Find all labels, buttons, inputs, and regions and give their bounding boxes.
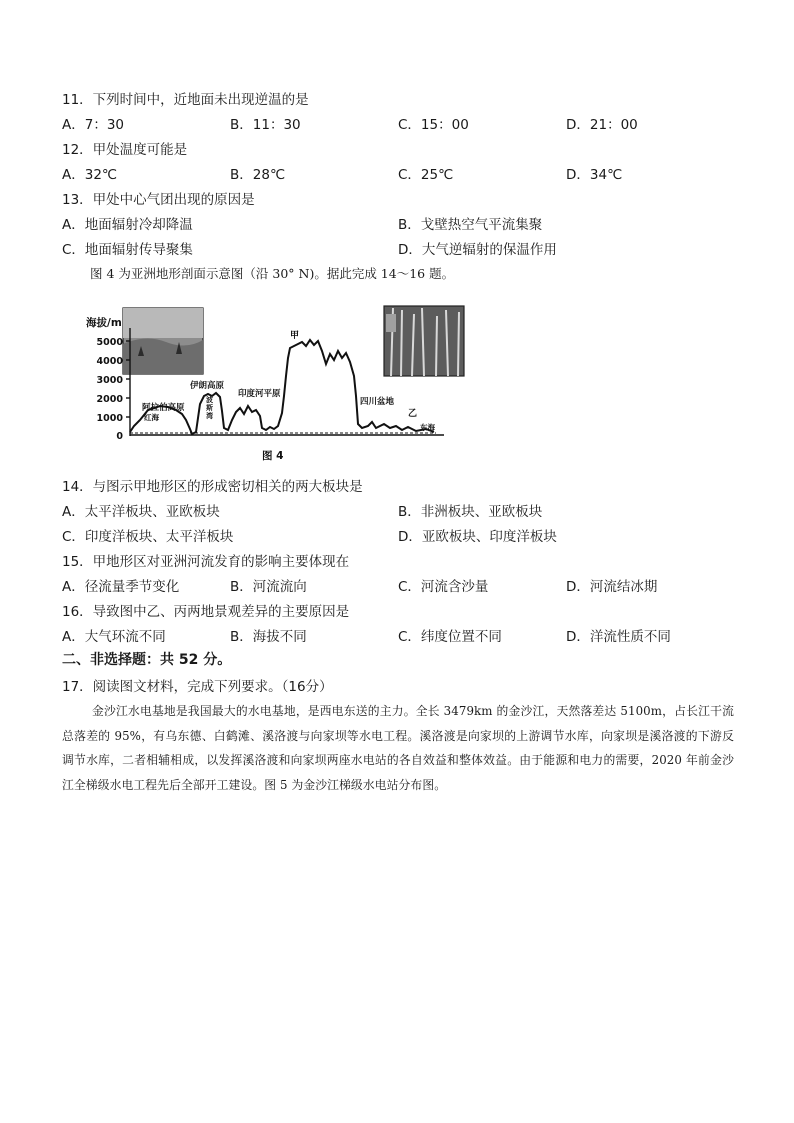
label-persian-gulf-1: 波 xyxy=(206,396,213,404)
y-tick-1000: 1000 xyxy=(96,413,123,424)
y-tick-3000: 3000 xyxy=(96,375,123,386)
q17-stem: 17．阅读图文材料，完成下列要求。（16分） xyxy=(62,679,333,695)
q13-option-c: C．地面辐射传导聚集 xyxy=(62,242,193,258)
label-yi: 乙 xyxy=(408,409,418,419)
label-indo-gangetic-plain: 印度河平原 xyxy=(238,389,281,399)
q16-option-d: D．洋流性质不同 xyxy=(566,629,671,645)
q12-option-b: B．28℃ xyxy=(230,167,286,183)
q17-material: 金沙江水电基地是我国最大的水电基地，是西电东送的主力。全长 3479km 的金沙江，天然落差达 5100m，占长江干流总落差的 95%，有乌东德、白鹤滩、溪洛渡与向家坝等水电工程。溪洛渡是向家坝的上游调节水库，向家坝是溪洛渡的下游反调节水库，二者相辅相成，以发挥溪洛渡和向家坝两座水电站的各自效益和整体效益。由于能源和电力的需要，2020 年前金沙江全梯级水电工程先后全部开工建设。图 5 为金沙江梯级水电站分布图。 xyxy=(62,704,734,792)
q14-option-c: C．印度洋板块、太平洋板块 xyxy=(62,529,234,545)
q11-option-b: B．11：30 xyxy=(230,117,301,133)
label-east-sea: 东海 xyxy=(420,423,435,432)
desert-photo xyxy=(123,308,203,374)
q14-option-d: D．亚欧板块、印度洋板块 xyxy=(398,529,557,545)
q13-option-d: D．大气逆辐射的保温作用 xyxy=(398,242,557,258)
q16-option-c: C．纬度位置不同 xyxy=(398,629,502,645)
q13-option-a: A．地面辐射冷却降温 xyxy=(62,217,193,233)
q15-option-c: C．河流含沙量 xyxy=(398,579,489,595)
terrain-profile-svg xyxy=(86,296,474,466)
q15-option-a: A．径流量季节变化 xyxy=(62,579,180,595)
label-persian-gulf-2: 斯 xyxy=(206,404,213,412)
terrain-profile-figure xyxy=(86,296,474,466)
q12-stem: 12．甲处温度可能是 xyxy=(62,142,188,158)
q14-stem: 14．与图示甲地形区的形成密切相关的两大板块是 xyxy=(62,479,363,495)
label-red-sea: 红海 xyxy=(144,413,159,422)
q12-option-c: C．25℃ xyxy=(398,167,454,183)
q14-option-b: B．非洲板块、亚欧板块 xyxy=(398,504,543,520)
y-tick-0: 0 xyxy=(116,431,123,442)
section-2-heading: 二、非选择题：共 52 分。 xyxy=(62,652,232,668)
q12-option-d: D．34℃ xyxy=(566,167,623,183)
q11-stem: 11．下列时间中，近地面未出现逆温的是 xyxy=(62,92,309,108)
y-tick-5000: 5000 xyxy=(96,337,123,348)
figure-intro: 图 4 为亚洲地形剖面示意图（沿 30° N)。据此完成 14～16 题。 xyxy=(90,266,455,281)
q13-option-b: B．戈壁热空气平流集聚 xyxy=(398,217,543,233)
label-persian-gulf-3: 湾 xyxy=(206,412,213,420)
q13-stem: 13．甲处中心气团出现的原因是 xyxy=(62,192,255,208)
q12-option-a: A．32℃ xyxy=(62,167,118,183)
q11-option-d: D．21：00 xyxy=(566,117,638,133)
forest-photo xyxy=(384,306,464,376)
q15-option-d: D．河流结冰期 xyxy=(566,579,658,595)
q15-stem: 15．甲地形区对亚洲河流发育的影响主要体现在 xyxy=(62,554,350,570)
y-tick-2000: 2000 xyxy=(96,394,123,405)
y-axis-title: 海拔/m xyxy=(86,317,122,329)
q16-option-a: A．大气环流不同 xyxy=(62,629,166,645)
q11-option-a: A．7：30 xyxy=(62,117,125,133)
q16-stem: 16．导致图中乙、丙两地景观差异的主要原因是 xyxy=(62,604,350,620)
q15-option-b: B．河流流向 xyxy=(230,579,307,595)
q11-option-c: C．15：00 xyxy=(398,117,469,133)
q14-option-a: A．太平洋板块、亚欧板块 xyxy=(62,504,220,520)
label-sichuan-basin: 四川盆地 xyxy=(360,397,395,407)
label-iran-plateau: 伊朗高原 xyxy=(190,381,225,391)
q16-option-b: B．海拔不同 xyxy=(230,629,307,645)
label-arabian-plateau: 阿拉伯高原 xyxy=(142,403,185,413)
label-jia: 甲 xyxy=(290,331,300,341)
figure-caption: 图 4 xyxy=(262,450,284,462)
y-tick-4000: 4000 xyxy=(96,356,123,367)
